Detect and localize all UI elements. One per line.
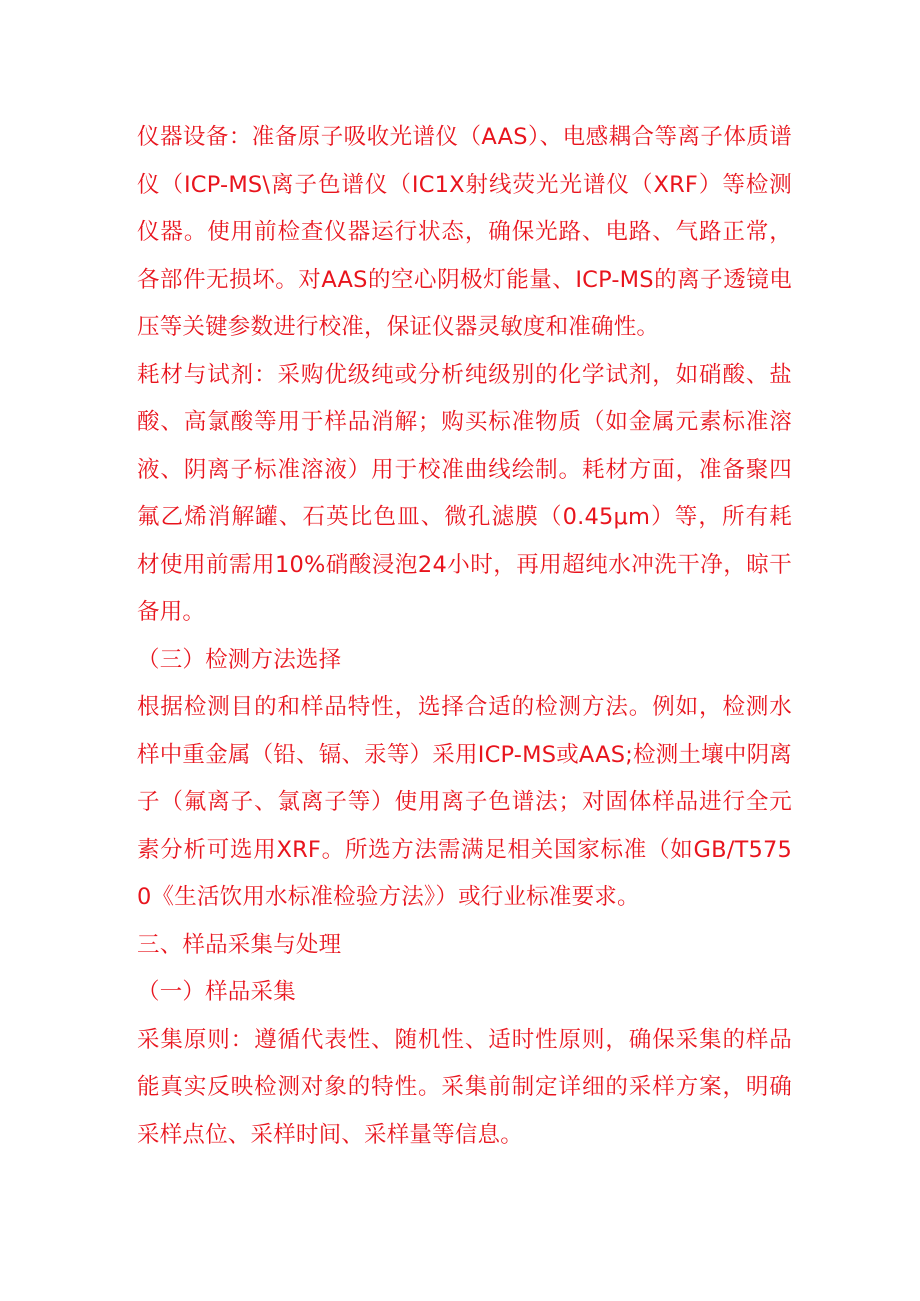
paragraph-detection-method: 根据检测目的和样品特性，选择合适的检测方法。例如，检测水样中重金属（铅、镉、汞等）采用ICP-MS或AAS;检测土壤中阴离子（氟离子、氯离子等）使用离子色谱法；对固体样品进行全元素分析可选用XRF。所选方法需满足相关国家标准（如GB/T5750《生活饮用水标准检验方法》）或行业标准要求。 — [137, 694, 792, 910]
heading-sample-collection-processing: 三、样品采集与处理 — [137, 931, 342, 958]
paragraph-consumables-reagents: 耗材与试剂：采购优级纯或分析纯级别的化学试剂，如硝酸、盐酸、高氯酸等用于样品消解；购买标准物质（如金属元素标准溶液、阴离子标准溶液）用于校准曲线绘制。耗材方面，准备聚四氟乙烯消解罐、石英比色皿、微孔滤膜（0.45μm）等，所有耗材使用前需用10%硝酸浸泡24小时，再用超纯水冲洗干净，晾干备用。 — [137, 361, 792, 625]
heading-sample-collection: （一）样品采集 — [137, 979, 296, 1005]
paragraph-collection-principles: 采集原则：遵循代表性、随机性、适时性原则，确保采集的样品能真实反映检测对象的特性。采集前制定详细的采样方案，明确采样点位、采样时间、采样量等信息。 — [137, 1026, 792, 1148]
heading-detection-method-selection: （三）检测方法选择 — [137, 646, 342, 673]
document-body — [137, 114, 792, 1159]
paragraph-instrument-equipment: 仪器设备：准备原子吸收光谱仪（AAS）、电感耦合等离子体质谱仪（ICP-MS\离子色谱仪（IC1X射线荧光光谱仪（XRF）等检测仪器。使用前检查仪器运行状态，确保光路、电路、气路正常，各部件无损坏。对AAS的空心阴极灯能量、ICP-MS的离子透镜电压等关键参数进行校准，保证仪器灵敏度和准确性。 — [137, 124, 792, 340]
